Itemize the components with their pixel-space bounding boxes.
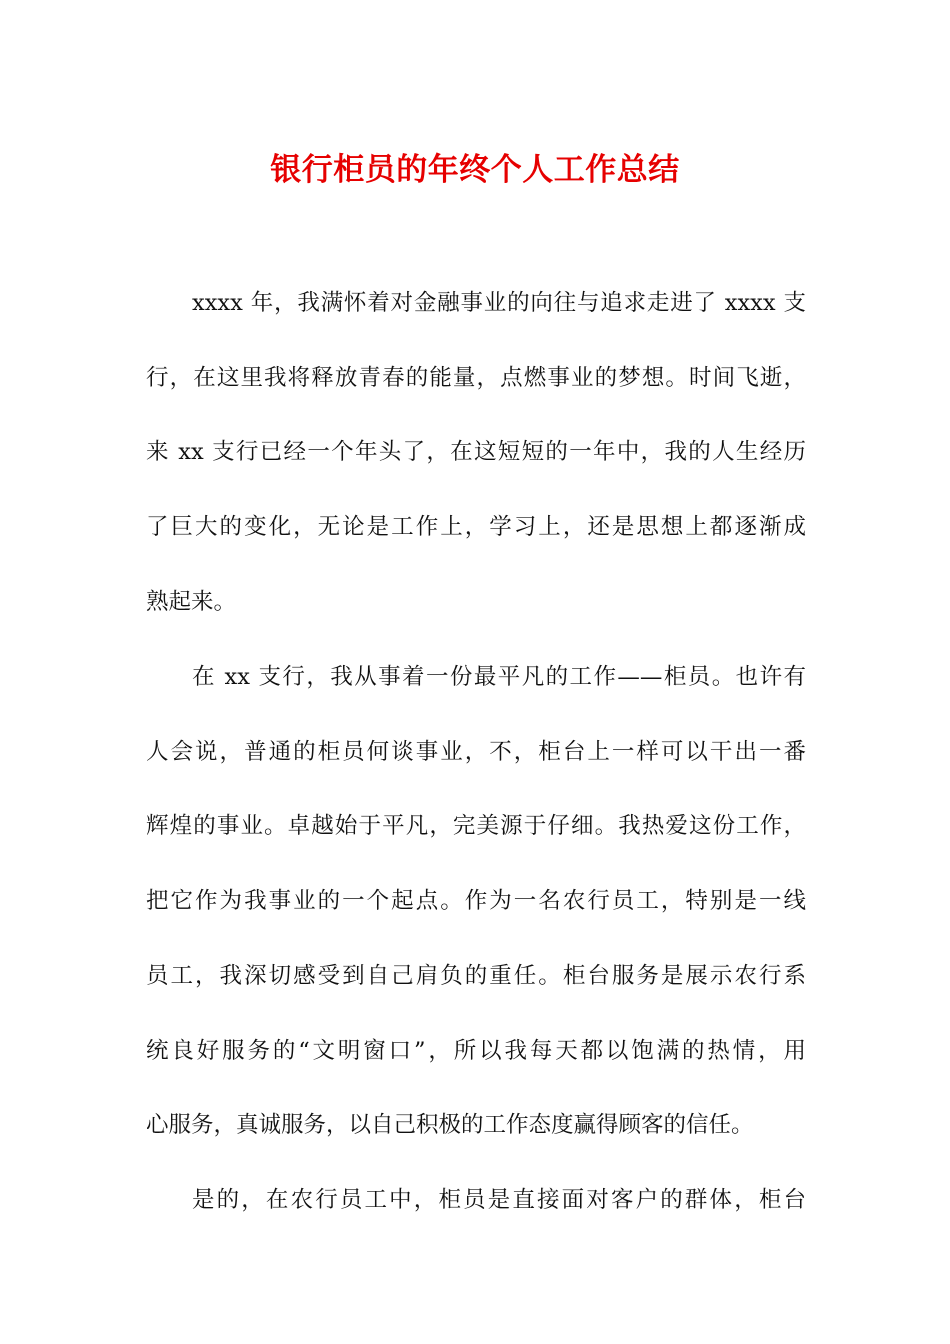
paragraph-2-line-1: 在 xx 支行，我从事着一份最平凡的工作——柜员。也许有 <box>192 664 806 690</box>
paragraph-1-line-1: xxxx 年，我满怀着对金融事业的向往与追求走进了 xxxx 支 <box>192 290 806 316</box>
paragraph-2-line-3: 辉煌的事业。卓越始于平凡，完美源于仔细。我热爱这份工作， <box>146 813 806 839</box>
paragraph-1-line-2: 行，在这里我将释放青春的能量，点燃事业的梦想。时间飞逝， <box>146 365 806 391</box>
paragraph-2-line-6: 统良好服务的“文明窗口”，所以我每天都以饱满的热情，用 <box>146 1038 806 1064</box>
paragraph-2-line-2: 人会说，普通的柜员何谈事业，不，柜台上一样可以干出一番 <box>146 739 806 765</box>
paragraph-1-line-3: 来 xx 支行已经一个年头了，在这短短的一年中，我的人生经历 <box>146 439 806 465</box>
paragraph-2-line-5: 员工，我深切感受到自己肩负的重任。柜台服务是展示农行系 <box>146 963 806 989</box>
paragraph-1-line-5: 熟起来。 <box>146 589 237 615</box>
paragraph-2-line-7: 心服务，真诚服务，以自己积极的工作态度赢得顾客的信任。 <box>146 1112 754 1138</box>
document-title: 银行柜员的年终个人工作总结 <box>270 152 680 188</box>
paragraph-1-line-4: 了巨大的变化，无论是工作上，学习上，还是思想上都逐渐成 <box>146 514 806 540</box>
paragraph-3-line-1: 是的，在农行员工中，柜员是直接面对客户的群体，柜台 <box>192 1187 806 1213</box>
paragraph-2-line-4: 把它作为我事业的一个起点。作为一名农行员工，特别是一线 <box>146 888 806 914</box>
